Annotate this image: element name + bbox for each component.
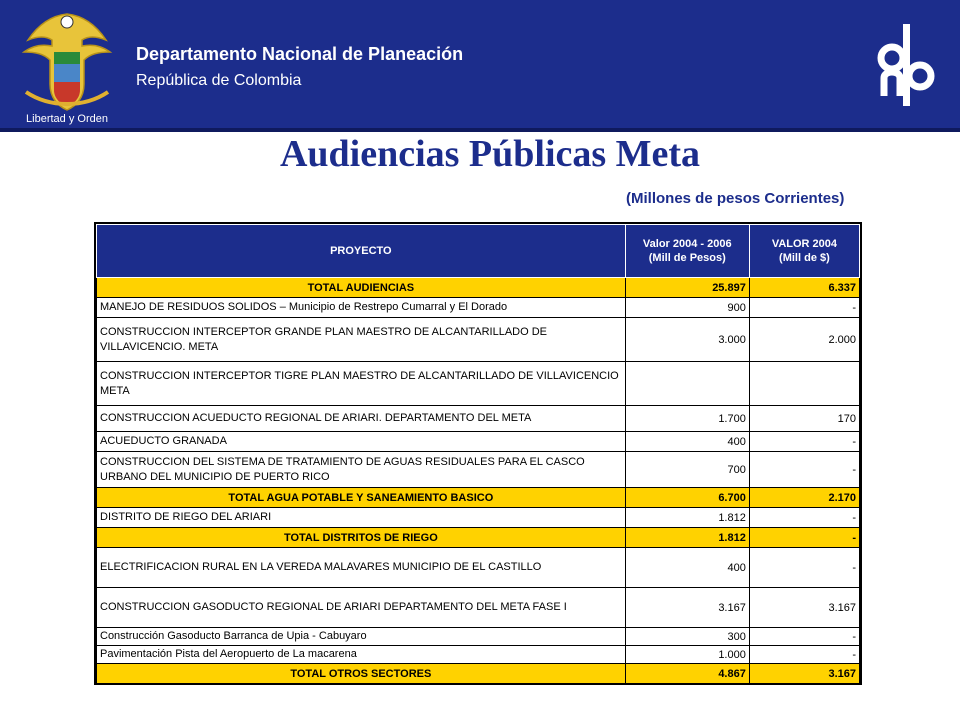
project-cell: TOTAL AGUA POTABLE Y SANEAMIENTO BASICO bbox=[97, 488, 626, 508]
value-2004-2006-cell bbox=[625, 362, 749, 406]
table-row bbox=[97, 508, 860, 528]
project-cell: TOTAL DISTRITOS DE RIEGO bbox=[97, 528, 626, 548]
value-2004-cell: - bbox=[749, 528, 859, 548]
table-header-row bbox=[97, 225, 860, 278]
project-cell: CONSTRUCCION INTERCEPTOR GRANDE PLAN MAESTRO DE ALCANTARILLADO DE VILLAVICENCIO. META bbox=[97, 318, 626, 362]
dnp-logo-icon bbox=[872, 22, 942, 108]
table-row bbox=[97, 406, 860, 432]
value-2004-cell: 170 bbox=[749, 406, 859, 432]
value-2004-cell: - bbox=[749, 432, 859, 452]
project-cell: Pavimentación Pista del Aeropuerto de La macarena bbox=[97, 646, 626, 664]
table-row bbox=[97, 362, 860, 406]
table-total-row bbox=[97, 528, 860, 548]
value-2004-2006-cell: 3.167 bbox=[625, 588, 749, 628]
value-2004-2006-cell: 300 bbox=[625, 628, 749, 646]
value-2004-cell: - bbox=[749, 452, 859, 488]
page-title: Audiencias Públicas Meta bbox=[279, 133, 701, 175]
value-2004-2006-cell: 1.700 bbox=[625, 406, 749, 432]
value-2004-cell: - bbox=[749, 548, 859, 588]
svg-text:Libertad y Orden: Libertad y Orden bbox=[26, 113, 108, 125]
value-2004-cell: 2.170 bbox=[749, 488, 859, 508]
header-proyecto: PROYECTO bbox=[97, 225, 626, 278]
value-2004-cell: 2.000 bbox=[749, 318, 859, 362]
value-2004-cell: - bbox=[749, 508, 859, 528]
value-2004-2006-cell: 3.000 bbox=[625, 318, 749, 362]
value-2004-2006-cell: 1.812 bbox=[625, 508, 749, 528]
table-total-row bbox=[97, 278, 860, 298]
value-2004-cell: 3.167 bbox=[749, 588, 859, 628]
value-2004-2006-cell: 1.000 bbox=[625, 646, 749, 664]
table-row bbox=[97, 588, 860, 628]
budget-table bbox=[94, 222, 862, 685]
table-row bbox=[97, 432, 860, 452]
value-2004-2006-cell: 25.897 bbox=[625, 278, 749, 298]
project-cell: CONSTRUCCION DEL SISTEMA DE TRATAMIENTO DE AGUAS RESIDUALES PARA EL CASCO URBANO DEL MUNICIPIO DE PUERTO RICO bbox=[97, 452, 626, 488]
value-2004-cell: - bbox=[749, 298, 859, 318]
org-subtitle: República de Colombia bbox=[136, 72, 302, 89]
value-2004-cell: 3.167 bbox=[749, 664, 859, 684]
table-total-row bbox=[97, 488, 860, 508]
table-row bbox=[97, 298, 860, 318]
header-valor-2004: VALOR 2004 (Mill de $) bbox=[749, 225, 859, 278]
value-2004-cell: - bbox=[749, 646, 859, 664]
table-total-row bbox=[97, 664, 860, 684]
units-note: (Millones de pesos Corrientes) bbox=[626, 190, 845, 207]
value-2004-2006-cell: 4.867 bbox=[625, 664, 749, 684]
org-name: Departamento Nacional de Planeación bbox=[136, 44, 464, 64]
header-banner bbox=[0, 0, 960, 132]
value-2004-cell: - bbox=[749, 628, 859, 646]
project-cell: CONSTRUCCION GASODUCTO REGIONAL DE ARIARI DEPARTAMENTO DEL META FASE I bbox=[97, 588, 626, 628]
project-cell: MANEJO DE RESIDUOS SOLIDOS – Municipio de Restrepo Cumarral y El Dorado bbox=[97, 298, 626, 318]
project-cell: TOTAL OTROS SECTORES bbox=[97, 664, 626, 684]
table-row bbox=[97, 628, 860, 646]
project-cell: TOTAL AUDIENCIAS bbox=[97, 278, 626, 298]
value-2004-cell bbox=[749, 362, 859, 406]
value-2004-2006-cell: 700 bbox=[625, 452, 749, 488]
project-cell: CONSTRUCCION ACUEDUCTO REGIONAL DE ARIARI. DEPARTAMENTO DEL META bbox=[97, 406, 626, 432]
value-2004-2006-cell: 400 bbox=[625, 548, 749, 588]
value-2004-2006-cell: 1.812 bbox=[625, 528, 749, 548]
table-row bbox=[97, 318, 860, 362]
header-valor-2004-2006: Valor 2004 - 2006 (Mill de Pesos) bbox=[625, 225, 749, 278]
table-row bbox=[97, 452, 860, 488]
value-2004-2006-cell: 400 bbox=[625, 432, 749, 452]
coat-of-arms-icon bbox=[8, 6, 126, 126]
project-cell: DISTRITO DE RIEGO DEL ARIARI bbox=[97, 508, 626, 528]
value-2004-cell: 6.337 bbox=[749, 278, 859, 298]
value-2004-2006-cell: 900 bbox=[625, 298, 749, 318]
project-cell: CONSTRUCCION INTERCEPTOR TIGRE PLAN MAESTRO DE ALCANTARILLADO DE VILLAVICENCIO META bbox=[97, 362, 626, 406]
table-row bbox=[97, 548, 860, 588]
project-cell: ELECTRIFICACION RURAL EN LA VEREDA MALAVARES MUNICIPIO DE EL CASTILLO bbox=[97, 548, 626, 588]
project-cell: Construcción Gasoducto Barranca de Upia - Cabuyaro bbox=[97, 628, 626, 646]
value-2004-2006-cell: 6.700 bbox=[625, 488, 749, 508]
project-cell: ACUEDUCTO GRANADA bbox=[97, 432, 626, 452]
table-row bbox=[97, 646, 860, 664]
